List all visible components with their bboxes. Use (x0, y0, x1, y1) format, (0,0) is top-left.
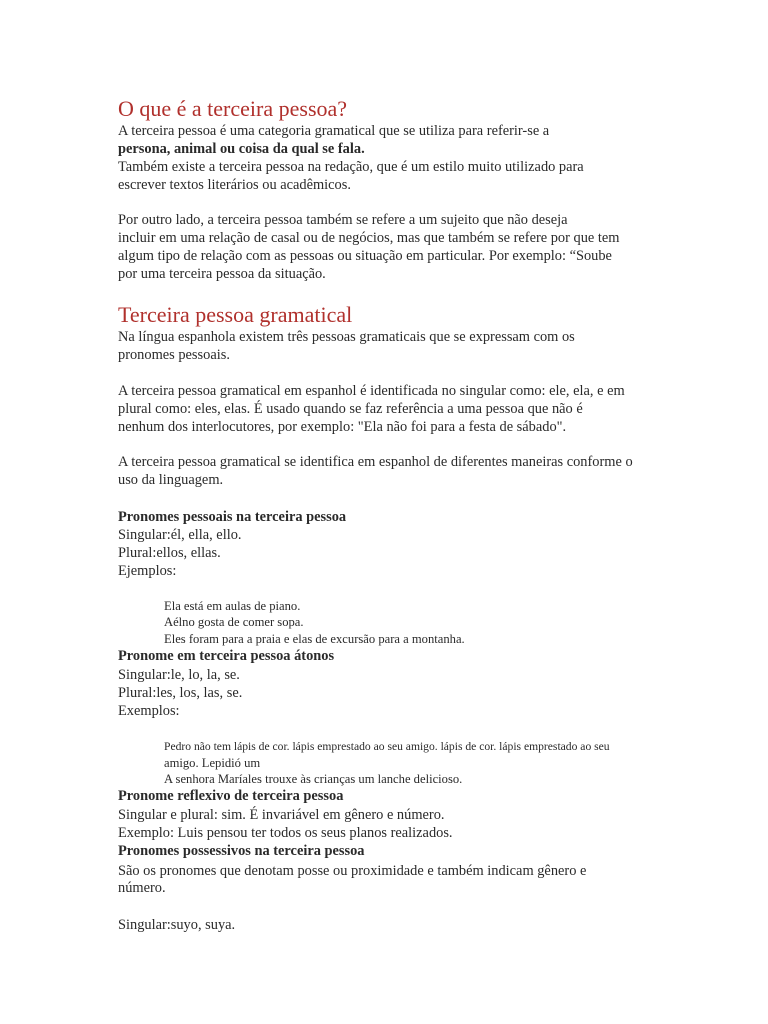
list-item: Aélno gosta de comer sopa. (164, 615, 304, 629)
paragraph-line: plural como: eles, elas. É usado quando se faz referência a uma pessoa que não é (118, 401, 583, 417)
list-item: A senhora Maríales trouxe às crianças um lanche delicioso. (164, 772, 463, 786)
paragraph-line: Plural:les, los, las, se. (118, 685, 243, 701)
subheading-reflexivo: Pronome reflexivo de terceira pessoa (118, 788, 344, 804)
list-item: Pedro não tem lápis de cor. lápis emprestado ao seu amigo. lápis de cor. lápis emprestado ao seu (164, 740, 610, 753)
paragraph-line: Plural:ellos, ellas. (118, 545, 221, 561)
paragraph-line: Também existe a terceira pessoa na redação, que é um estilo muito utilizado para (118, 159, 584, 175)
section-heading-third-person: O que é a terceira pessoa? (118, 96, 348, 121)
paragraph-line: Singular:le, lo, la, se. (118, 667, 240, 683)
paragraph-line: número. (118, 880, 166, 896)
list-item: Eles foram para a praia e elas de excursão para a montanha. (164, 632, 465, 646)
paragraph-line: Singular e plural: sim. É invariável em gênero e número. (118, 807, 445, 823)
list-item: Ela está em aulas de piano. (164, 599, 301, 613)
paragraph-line: São os pronomes que denotam posse ou proximidade e também indicam gênero e (118, 863, 587, 879)
paragraph-line: incluir em uma relação de casal ou de negócios, mas que também se refere por que tem (118, 230, 620, 246)
subheading-pessoais: Pronomes pessoais na terceira pessoa (118, 509, 347, 525)
paragraph-line-bold: persona, animal ou coisa da qual se fala. (118, 141, 365, 157)
section-heading-grammatical: Terceira pessoa gramatical (118, 302, 353, 327)
paragraph-line: pronomes pessoais. (118, 347, 230, 363)
subheading-atonos: Pronome em terceira pessoa átonos (118, 648, 335, 664)
paragraph-line: A terceira pessoa gramatical em espanhol é identificada no singular como: ele, ela, e em (118, 383, 625, 399)
paragraph-line: Exemplos: (118, 703, 180, 719)
paragraph-line: A terceira pessoa é uma categoria gramatical que se utiliza para referir-se a (118, 123, 550, 139)
paragraph-line: Por outro lado, a terceira pessoa também se refere a um sujeito que não deseja (118, 212, 568, 228)
paragraph-line: escrever textos literários ou acadêmicos. (118, 177, 351, 193)
paragraph-line: Ejemplos: (118, 563, 177, 579)
paragraph-line: algum tipo de relação com as pessoas ou situação em particular. Por exemplo: “Soube (118, 248, 612, 264)
paragraph-line: Exemplo: Luis pensou ter todos os seus planos realizados. (118, 825, 453, 841)
paragraph-line: Na língua espanhola existem três pessoas gramaticais que se expressam com os (118, 329, 575, 345)
paragraph-line: uso da linguagem. (118, 472, 224, 488)
paragraph-line: por uma terceira pessoa da situação. (118, 266, 326, 282)
list-item-continued: amigo. Lepidió um (164, 756, 261, 770)
paragraph-line: A terceira pessoa gramatical se identifica em espanhol de diferentes maneiras conforme o (118, 454, 633, 470)
subheading-possessivos: Pronomes possessivos na terceira pessoa (118, 843, 365, 859)
paragraph-line: nenhum dos interlocutores, por exemplo: "Ela não foi para a festa de sábado". (118, 419, 567, 435)
paragraph-line: Singular:él, ella, ello. (118, 527, 242, 543)
paragraph-line: Singular:suyo, suya. (118, 917, 236, 933)
